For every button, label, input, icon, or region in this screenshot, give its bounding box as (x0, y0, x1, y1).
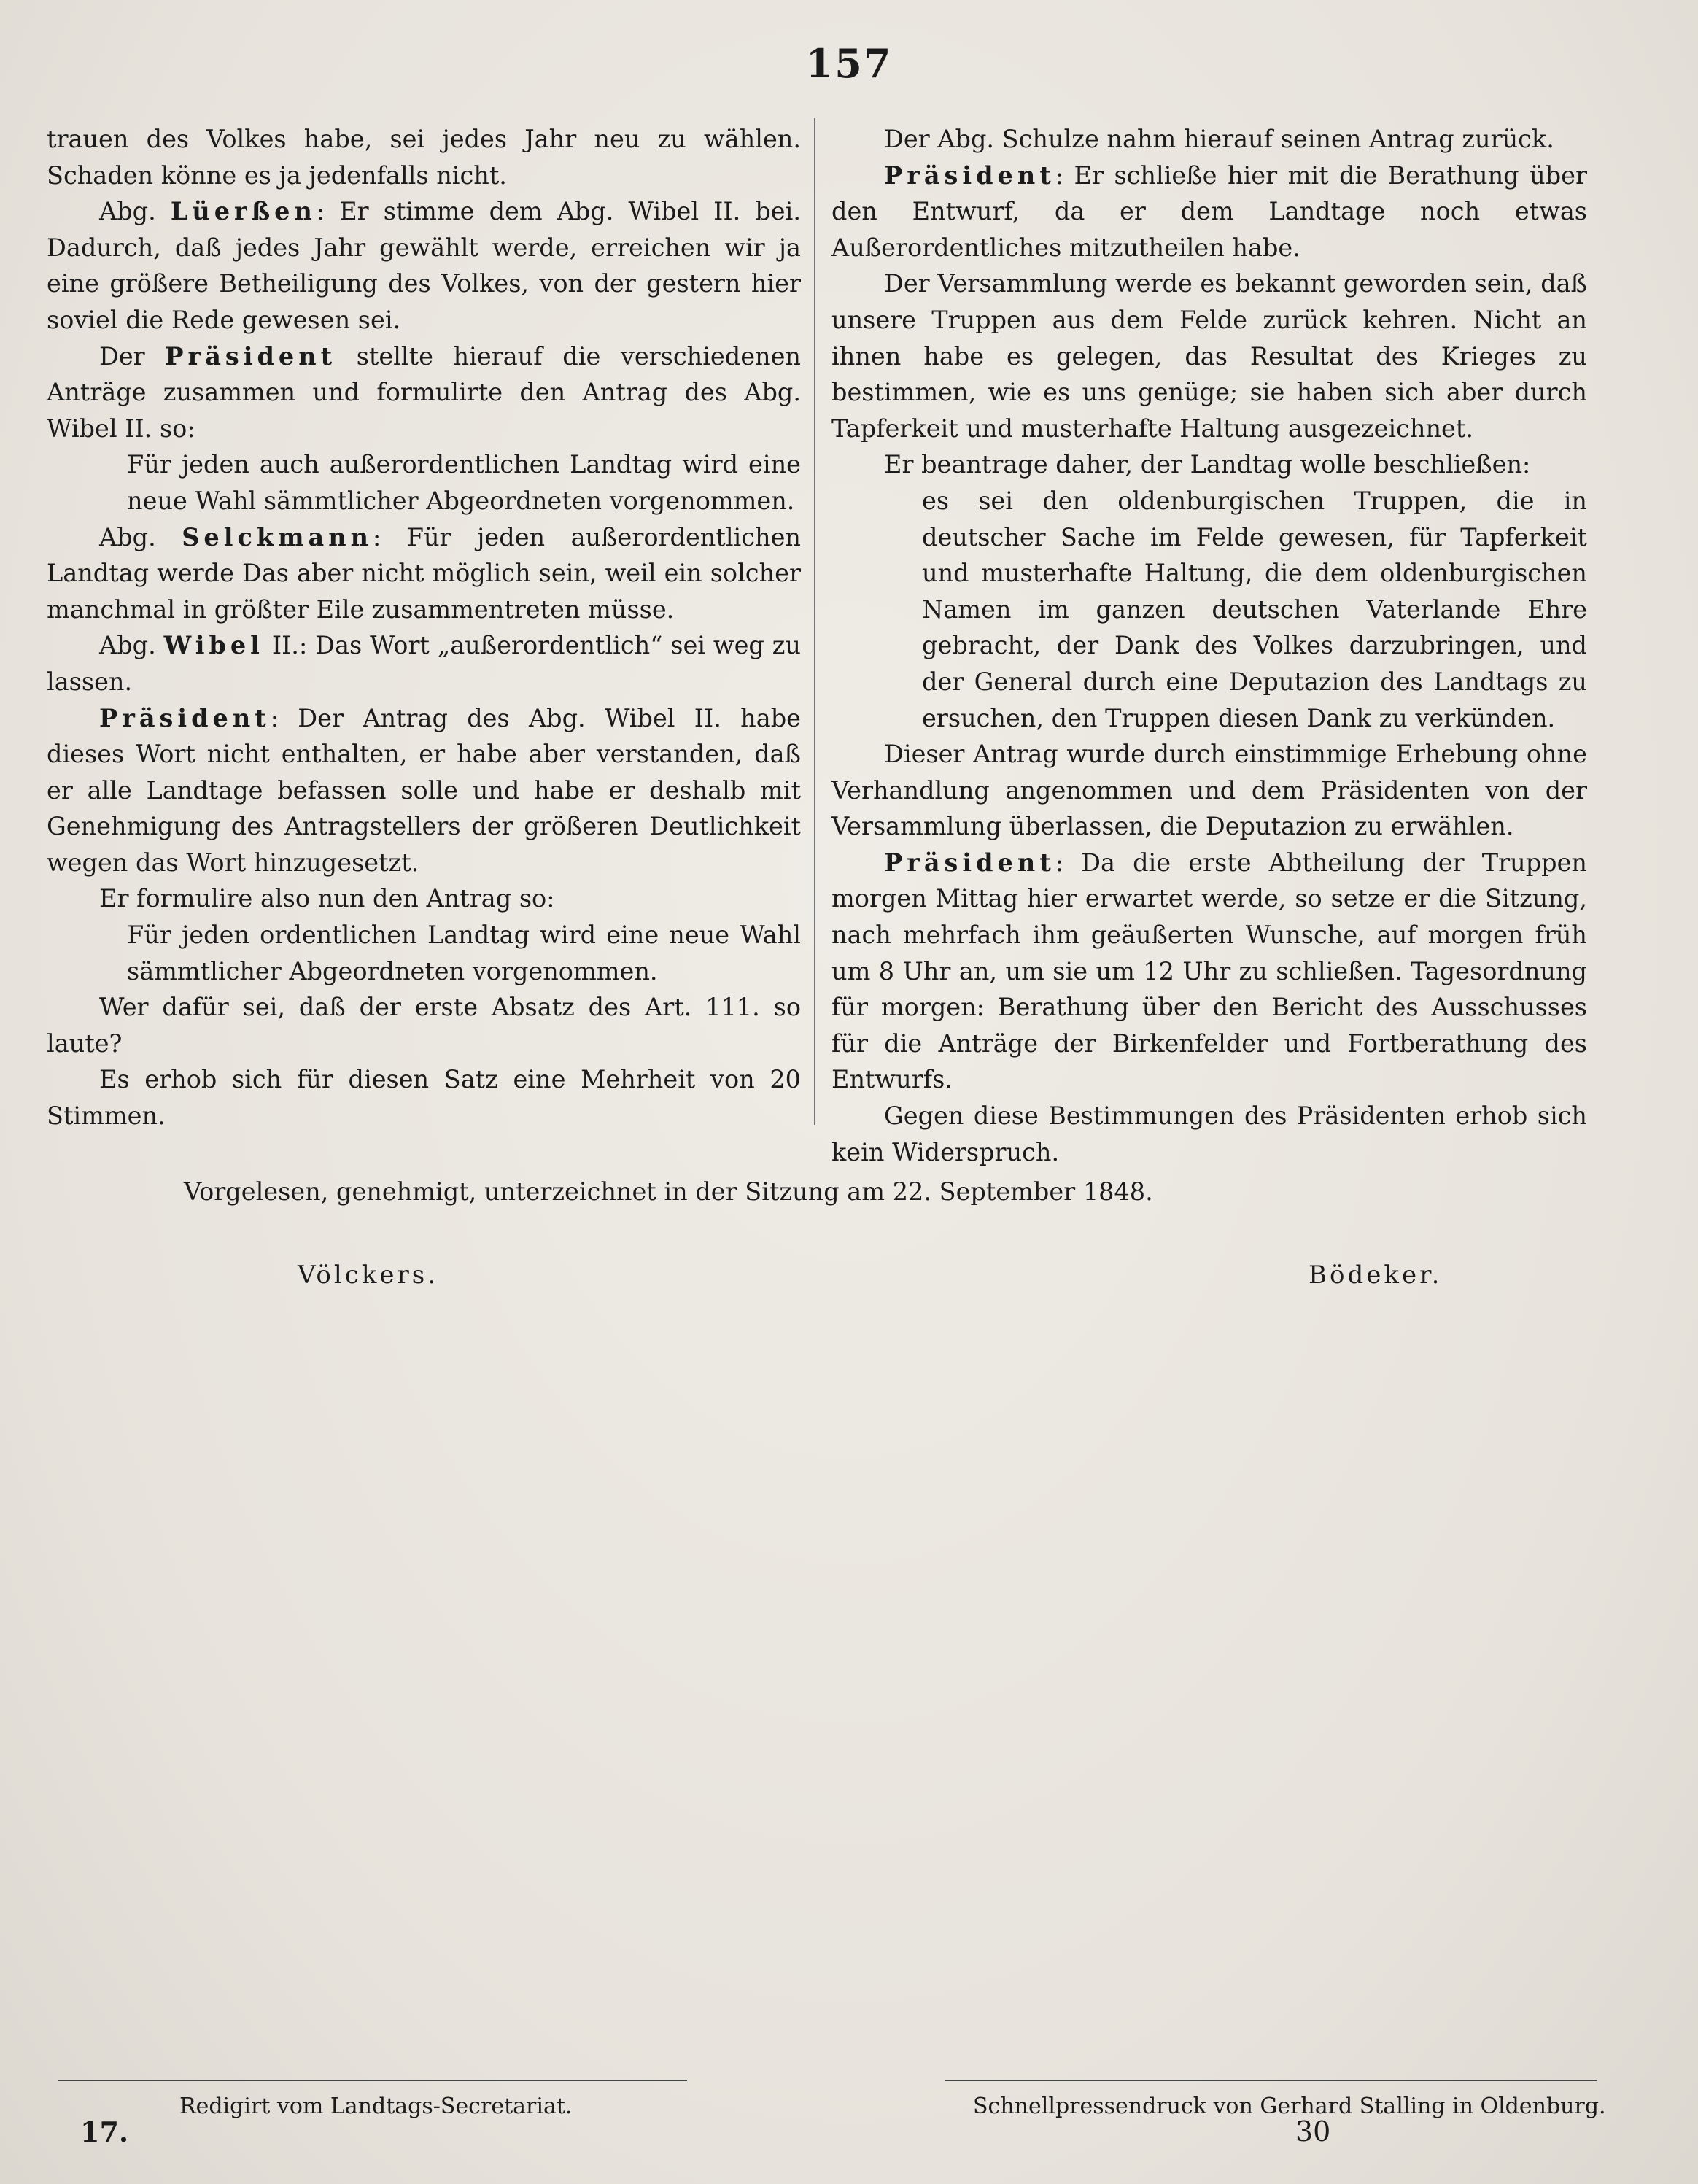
paragraph (831, 845, 1587, 1098)
speaker-name: Präsident (165, 341, 337, 371)
speech-text: : Er schließe hier mit die Berathung über den Entwurf, da er dem Landtage noch etwas Außerordentliches mitzutheilen habe. (831, 160, 1587, 262)
page-number: 157 (805, 40, 893, 87)
paragraph: Der Abg. Schulze nahm hierauf seinen Antrag zurück. (884, 125, 1554, 153)
sheet-number-right: 30 (1295, 2115, 1331, 2148)
article-text: Der (99, 341, 145, 371)
footer-rule-right (945, 2080, 1597, 2081)
motion-quote: es sei den oldenburgischen Truppen, die in deutscher Sache im Felde gewesen, für Tapferkeit und musterhafte Haltung, die dem oldenburgischen Namen im ganzen deutschen Vaterlande Ehre gebracht, der Dank des Volkes darzubringen, und der General durch eine Deputazion des Landtags zu ersuchen, den Truppen diesen Dank zu verkünden. (922, 486, 1587, 732)
speech-text: : Für jeden außerordentlichen Landtag werde Das aber nicht möglich sein, weil ein solcher manchmal in größter Eile zusammentreten müsse. (47, 522, 802, 624)
paragraph (47, 519, 801, 628)
paragraph (47, 700, 801, 881)
speech-text: : Er stimme dem Abg. Wibel II. bei. Dadurch, daß jedes Jahr gewählt werde, erreichen wir ja eine größere Betheiligung des Volkes, von der gestern hier soviel die Rede gewesen sei. (47, 197, 801, 334)
paragraph (47, 627, 801, 700)
footer-rule-left (58, 2080, 687, 2081)
speaker-name: Lüerßen (170, 197, 317, 226)
speech-text: stellte hierauf die verschiedenen Anträge zusammen und formulirte den Antrag des Abg. Wibel II. so: (47, 341, 801, 443)
paragraph: Es erhob sich für diesen Satz eine Mehrheit von 20 Stimmen. (47, 1065, 801, 1131)
abg-label: Abg. (99, 631, 156, 660)
left-column (47, 121, 801, 1134)
footer-editor: Redigirt vom Landtags-Secretariat. (179, 2094, 573, 2119)
speaker-name: Selckmann (182, 522, 373, 551)
paragraph (47, 338, 801, 447)
speaker-name: Präsident (884, 160, 1055, 190)
signature-left: Völckers. (298, 1261, 439, 1290)
signature-right: Bödeker. (1309, 1261, 1443, 1290)
motion-quote: Für jeden auch außerordentlichen Landtag wird eine neue Wahl sämmtlicher Abgeordneten vorgenommen. (127, 450, 801, 515)
paragraph (47, 193, 801, 338)
closing-line: Vorgelesen, genehmigt, unterzeichnet in der Sitzung am 22. September 1848. (184, 1177, 1153, 1206)
paragraph: Er beantrage daher, der Landtag wolle beschließen: (884, 450, 1531, 479)
paragraph (831, 158, 1587, 266)
motion-quote: Für jeden ordentlichen Landtag wird eine neue Wahl sämmtlicher Abgeordneten vorgenommen. (127, 921, 801, 985)
paragraph: Wer dafür sei, daß der erste Absatz des Art. 111. so laute? (47, 993, 801, 1058)
paragraph: Der Versammlung werde es bekannt geworden sein, daß unsere Truppen aus dem Felde zurück kehren. Nicht an ihnen habe es gelegen, das Resultat des Krieges zu bestimmen, wie es uns genüge; sie haben sich aber durch Tapferkeit und musterhafte Haltung ausgezeichnet. (831, 269, 1587, 443)
paragraph: trauen des Volkes habe, sei jedes Jahr neu zu wählen. Schaden könne es ja jedenfalls nicht. (47, 125, 801, 190)
right-column (831, 121, 1587, 1170)
speech-text: II.: Das Wort „außerordentlich“ sei weg zu lassen. (47, 631, 802, 696)
sheet-number-left: 17. (80, 2115, 129, 2148)
paragraph: Gegen diese Bestimmungen des Präsidenten erhob sich kein Widerspruch. (831, 1101, 1587, 1166)
paragraph: Er formulire also nun den Antrag so: (99, 884, 555, 913)
abg-label: Abg. (99, 522, 156, 551)
speaker-name: Wibel (163, 631, 264, 660)
column-divider (814, 118, 815, 1125)
paragraph: Dieser Antrag wurde durch einstimmige Erhebung ohne Verhandlung angenommen und dem Präsidenten von der Versammlung überlassen, die Deputazion zu erwählen. (831, 740, 1587, 841)
speaker-name: Präsident (99, 703, 271, 732)
speech-text: : Da die erste Abtheilung der Truppen morgen Mittag hier erwartet werde, so setze er die Sitzung, nach mehrfach ihm geäußerten Wunsche, auf morgen früh um 8 Uhr an, um sie um 12 Uhr zu schließen. Tagesordnung für morgen: Berathung über den Bericht des Ausschusses für die Anträge der Birkenfelder und Fortberathung des Entwurfs. (831, 848, 1587, 1094)
speaker-name: Präsident (884, 848, 1055, 877)
speech-text: : Der Antrag des Abg. Wibel II. habe dieses Wort nicht enthalten, er habe aber verstanden, daß er alle Landtage befassen solle und habe er deshalb mit Genehmigung des Antragstellers der größeren Deutlichkeit wegen das Wort hinzugesetzt. (47, 703, 801, 877)
abg-label: Abg. (99, 197, 156, 226)
footer-printer: Schnellpressendruck von Gerhard Stalling in Oldenburg. (973, 2094, 1606, 2119)
